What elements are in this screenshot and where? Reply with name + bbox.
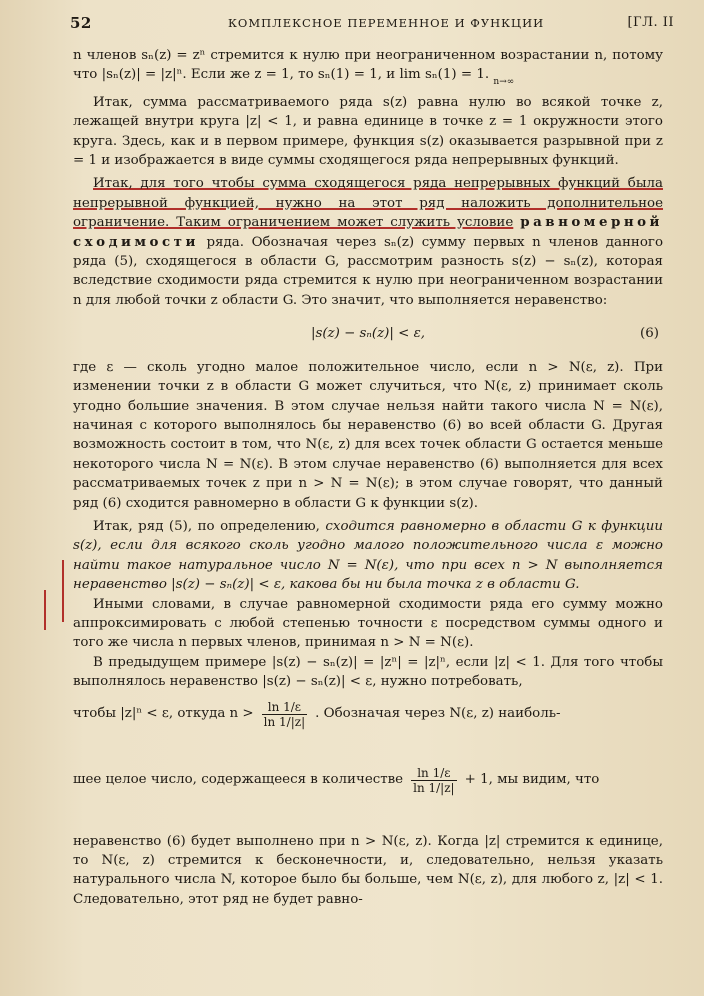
- paragraph-1: n членов sₙ(z) = zⁿ стремится к нулю при неограниченном возрастании n, потому что |sₙ(z)| = |z|ⁿ. Если же z = 1, то sₙ(1) = 1, и lim sₙ(1) = 1. $_{n\to\infty}$: [73, 48, 663, 88]
- paragraph-2: Итак, сумма рассматриваемого ряда s(z) равна нулю во всякой точке z, лежащей внутри круга |z| < 1, и равна единице в точке z = 1 окружности этого круга. Здесь, как и в первом примере, функция s(z) оказывается разрывной при z = 1 и изображается в виде суммы сходящегося ряда непрерывных функций.: [73, 94, 663, 169]
- margin-mark-lower: [44, 590, 60, 630]
- equation-number: (6): [640, 326, 659, 342]
- spaced-term: равномерной сходимости: [73, 214, 663, 250]
- paragraph-8: неравенство (6) будет выполнено при n > N(ε, z). Когда |z| стремится к единице, то N(ε, z) стремится к бесконечности, и, следовательно, нельзя указать натурального числа N, которое было бы больше, чем N(ε, z), для любого z, |z| < 1. Следовательно, этот ряд не будет равно-: [73, 833, 663, 907]
- page-number: 52: [70, 14, 92, 32]
- formula-6: |s(z) − sₙ(z)| < ε, (6): [73, 324, 663, 343]
- paragraph-7: В предыдущем примере |s(z) − sₙ(z)| = |zⁿ| = |z|ⁿ, если |z| < 1. Для того чтобы выполнялось неравенство |s(z) − sₙ(z)| < ε, нужно потребовать,: [73, 654, 663, 690]
- limit-subscript: n→∞: [493, 77, 515, 88]
- paragraph-4: где ε — сколь угодно малое положительное число, если n > N(ε, z). При изменении точки z в области G может случиться, что N(ε, z) принимает сколь угодно большие значения. В этом случае нельзя найти такого числа N = N(ε), начиная с которого выполнялось бы неравенство (6) во всей области G. Другая возможность состоит в том, что N(ε, z) для всех точек области G остается меньше некоторого числа N = N(ε). В этом случае неравенство (6) выполняется для всех рассматриваемых точек z при n > N = N(ε); в этом случае говорят, что данный ряд (6) сходится равномерно в области G к функции s(z).: [73, 359, 663, 511]
- paragraph-6: Иными словами, в случае равномерной сходимости ряда его сумму можно аппроксимировать с любой степенью точности ε посредством суммы одного и того же числа n первых членов, принимая n > N = N(ε).: [73, 596, 663, 651]
- definition-paragraph: Итак, ряд (5), по определению, сходится равномерно в области G к функции s(z), если для всякого сколь угодно малого положительного числа ε можно найти такое натуральное число N = N(ε), что при всех n > N выполняется неравенство |s(z) − sₙ(z)| < ε, какова бы ни была точка z в области G.: [73, 518, 663, 593]
- paragraph-3: Итак, для того чтобы сумма сходящегося ряда непрерывных функций была непрерывной функцией, нужно на этот ряд наложить дополнительное ограничение. Таким ограничением может служить условие равномерной сходимости ряда. Обозначая через sₙ(z) сумму первых n членов данного ряда (5), сходящегося в области G, рассмотрим разность s(z) − sₙ(z), которая вследствие сходимости ряда стремится к нулю при неограниченном возрастании n для любой точки z области G. Это значит, что выполняется неравенство:: [73, 176, 664, 308]
- page-header: [70, 14, 674, 36]
- body-text: [73, 46, 663, 909]
- fraction-1: $\frac{\ln 1/\varepsilon}{\ln 1/|z|}$: [263, 699, 306, 729]
- running-title: КОМПЛЕКСНОЕ ПЕРЕМЕННОЕ И ФУНКЦИИ: [228, 16, 545, 30]
- math-line-1: чтобы |z|ⁿ < ε, откуда n > $\frac{\ln 1/\varepsilon}{\ln 1/|z|}$ . Обозначая через N(ε, z) наиболь-: [73, 699, 561, 729]
- math-line-2: шее целое число, содержащееся в количестве $\frac{\ln 1/\varepsilon}{\ln 1/|z|}$ + 1, мы видим, что: [73, 765, 600, 795]
- fraction-2: $\frac{\ln 1/\varepsilon}{\ln 1/|z|}$: [413, 765, 455, 795]
- chapter-label: [ГЛ. II: [627, 15, 674, 30]
